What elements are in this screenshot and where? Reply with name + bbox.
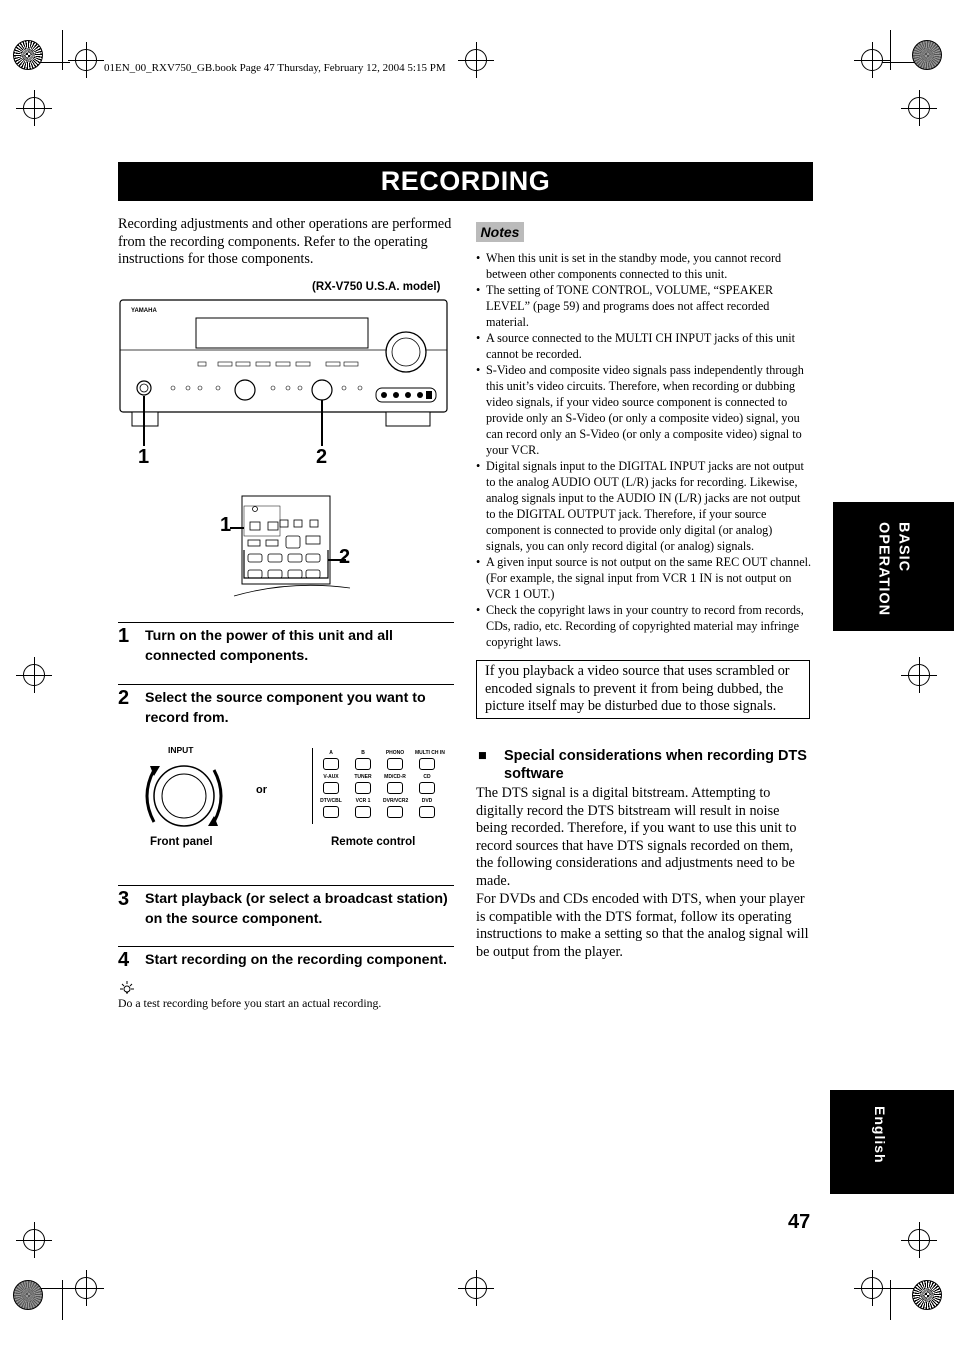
remote-input-panel xyxy=(312,748,445,824)
step-2 xyxy=(118,684,454,737)
registration-rosette xyxy=(912,1280,942,1310)
registration-crosshair xyxy=(465,1277,487,1299)
english-tab-label: English xyxy=(872,1106,888,1164)
step-text: Start recording on the recording component. xyxy=(145,952,447,968)
step-1 xyxy=(118,622,454,675)
registration-crosshair xyxy=(861,1277,883,1299)
registration-crosshair xyxy=(23,664,45,686)
registration-rosette xyxy=(912,40,942,70)
registration-crosshair xyxy=(23,97,45,119)
remote-input-button[interactable] xyxy=(319,774,343,794)
remote-input-button[interactable] xyxy=(351,798,375,818)
remote-callout-2: 2 xyxy=(339,546,351,568)
remote-input-button[interactable] xyxy=(383,798,407,818)
remote-button-label: DTV/CBL xyxy=(320,798,342,804)
input-knob-illustration xyxy=(140,756,232,836)
registration-crosshair xyxy=(908,1229,930,1251)
step-text: Start playback (or select a broadcast station) on the source component. xyxy=(145,891,448,927)
remote-callout-1: 1 xyxy=(220,514,232,536)
remote-button-label: DVD xyxy=(421,798,433,804)
remote-button-label: CD xyxy=(423,774,431,780)
step-text: Turn on the power of this unit and all connected components. xyxy=(145,628,394,664)
note-item: • The setting of TONE CONTROL, VOLUME, “SPEAKER LEVEL” (page 59) and programs does not affect recorded material. xyxy=(476,282,812,330)
notes-badge: Notes xyxy=(476,222,524,242)
print-info: 01EN_00_RXV750_GB.book Page 47 Thursday, February 12, 2004 5:15 PM xyxy=(104,62,446,74)
remote-button-label: MULTI CH IN xyxy=(415,750,445,756)
registration-rosette xyxy=(13,40,43,70)
dts-paragraph-1: The DTS signal is a digital bitstream. Attempting to digitally record the DTS bitstream will result in noise being recorded. Therefore, if you want to use this unit to record sources that have DTS signals recorded on them, the following considerations and adjustments need to be made. xyxy=(476,785,797,889)
step-4 xyxy=(118,946,454,977)
section-marker: ■ xyxy=(478,748,487,764)
page-number: 47 xyxy=(788,1211,811,1233)
dts-heading xyxy=(478,747,814,783)
note-item: • S-Video and composite video signals pass independently through this unit’s video circuits. Therefore, when recording or dubbing video signals, if your video source component is connected to provide only an S-Video (or only a composite video) signal, you can record only an S-Video (or only a composite video) signal to your VCR. xyxy=(476,362,812,458)
note-item: • Check the copyright laws in your country to record from records, CDs, radio, etc. Recording of copyrighted material may infringe copyright laws. xyxy=(476,602,812,650)
note-item: • Digital signals input to the DIGITAL INPUT jacks are not output to the analog AUDIO OUT (L/R) jacks for recording. Likewise, analog signals input to the AUDIO IN (L/R) jacks are not output to the DIGITAL OUTPUT jack. Therefore, if your source component is connected to provide only digital (or analog) signals, you can only record digital (or analog) signals. xyxy=(476,458,812,554)
remote-button-label: A xyxy=(329,750,333,756)
front-panel-caption: Front panel xyxy=(150,836,213,848)
remote-button-label: VCR 1 xyxy=(355,798,371,804)
remote-button-label: PHONO xyxy=(385,750,405,756)
dts-paragraph-2: For DVDs and CDs encoded with DTS, when your player is compatible with the DTS format, follow its operating instructions to make a setting so that the analog signal will be output from the player. xyxy=(476,891,809,960)
step-text: Select the source component you want to record from. xyxy=(145,690,426,726)
remote-button-label: B xyxy=(361,750,365,756)
notes-list xyxy=(476,250,812,650)
remote-input-button[interactable] xyxy=(415,798,439,818)
basic-operation-tab[interactable] xyxy=(833,502,954,631)
basic-operation-tab-label: BASIC OPERATION xyxy=(875,522,912,617)
note-item: • A source connected to the MULTI CH INPUT jacks of this unit cannot be recorded. xyxy=(476,330,812,362)
note-item: • When this unit is set in the standby mode, you cannot record between other components connected to this unit. xyxy=(476,250,812,282)
remote-input-button[interactable] xyxy=(415,750,445,770)
callout-2: 2 xyxy=(316,446,328,468)
remote-input-button[interactable] xyxy=(319,750,343,770)
english-tab[interactable] xyxy=(830,1090,954,1194)
remote-input-button[interactable] xyxy=(383,774,407,794)
registration-crosshair xyxy=(908,664,930,686)
callout-1: 1 xyxy=(138,446,150,468)
dts-heading-text: Special considerations when recording DTS software xyxy=(504,748,807,782)
remote-button-label: DVR/VCR2 xyxy=(383,798,409,804)
remote-input-button[interactable] xyxy=(319,798,343,818)
remote-button-label: TUNER xyxy=(354,774,372,780)
page-title: RECORDING xyxy=(118,162,813,201)
registration-crosshair xyxy=(465,49,487,71)
step-3 xyxy=(118,885,454,938)
remote-input-button[interactable] xyxy=(415,774,439,794)
registration-crosshair xyxy=(861,49,883,71)
tip-text: Do a test recording before you start an actual recording. xyxy=(118,996,382,1010)
step-number: 1 xyxy=(118,625,130,647)
registration-crosshair xyxy=(75,1277,97,1299)
model-label: (RX-V750 U.S.A. model) xyxy=(312,281,441,293)
front-panel-illustration xyxy=(118,296,454,476)
remote-button-label: MD/CD-R xyxy=(384,774,406,780)
boxed-note: If you playback a video source that uses scrambled or encoded signals to prevent it from being dubbed, the picture itself may be disturbed due to those signals. xyxy=(476,660,810,719)
registration-crosshair xyxy=(75,49,97,71)
remote-input-button[interactable] xyxy=(351,774,375,794)
lightbulb-icon xyxy=(118,980,136,996)
remote-input-button[interactable] xyxy=(383,750,407,770)
yamaha-logo: YAMAHA xyxy=(131,308,157,314)
registration-crosshair xyxy=(23,1229,45,1251)
step-number: 2 xyxy=(118,687,130,709)
note-item: • A given input source is not output on the same REC OUT channel. (For example, the signal input from VCR 1 IN is not output on VCR 1 OUT.) xyxy=(476,554,812,602)
remote-button-label: V-AUX xyxy=(323,774,339,780)
input-knob-label: INPUT xyxy=(168,745,194,755)
remote-input-button[interactable] xyxy=(351,750,375,770)
intro-paragraph: Recording adjustments and other operations are performed from the recording components. Refer to the operating instructions for those components. xyxy=(118,216,452,268)
registration-crosshair xyxy=(908,97,930,119)
step-number: 3 xyxy=(118,888,130,910)
or-label: or xyxy=(256,784,267,796)
step-number: 4 xyxy=(118,949,130,971)
registration-rosette xyxy=(13,1280,43,1310)
remote-control-caption: Remote control xyxy=(331,836,416,848)
